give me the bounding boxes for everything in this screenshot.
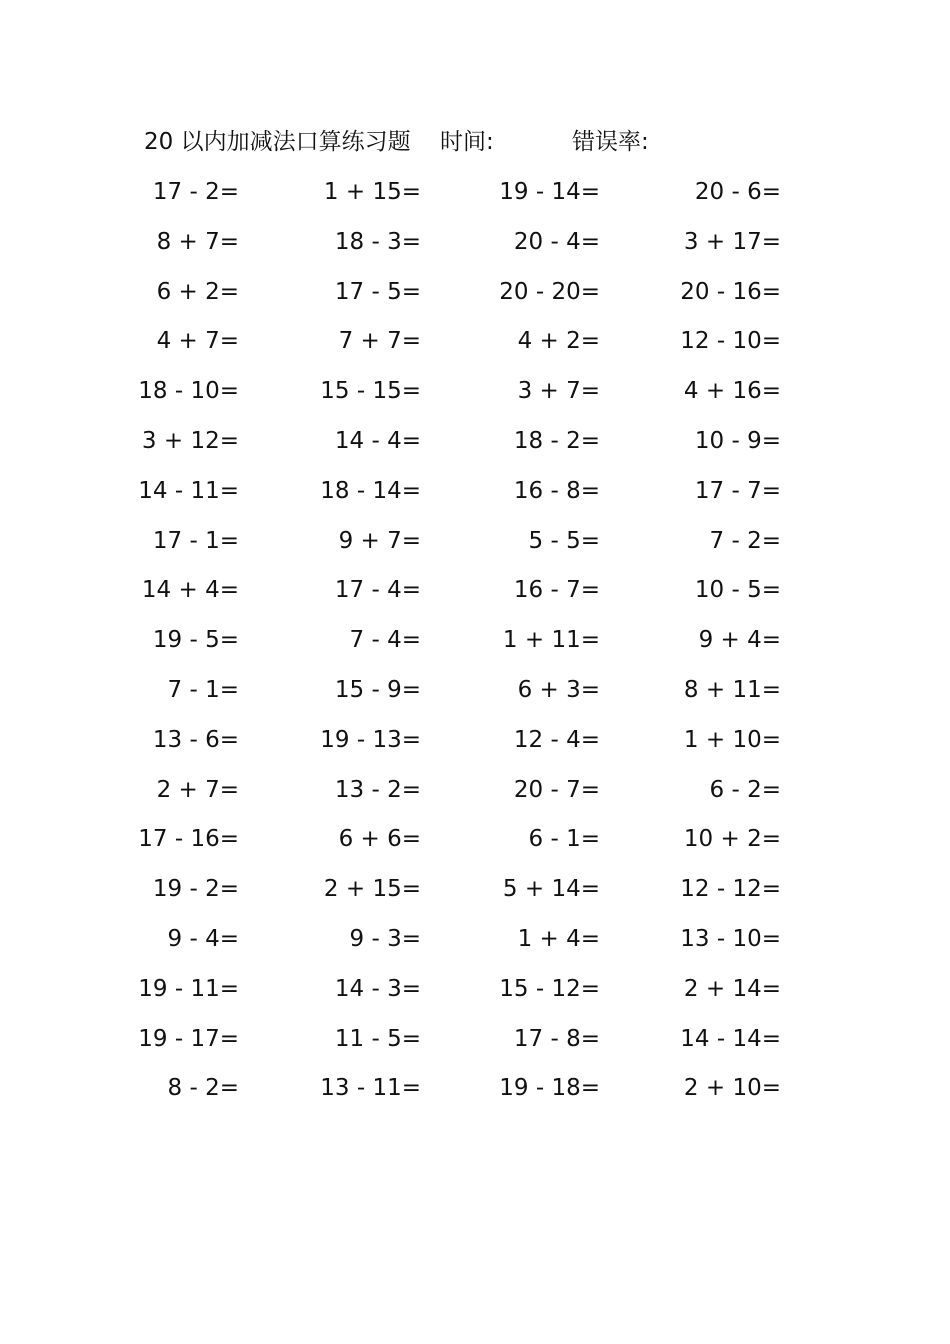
problem: 18 - 2= (513, 427, 600, 454)
problem: 20 - 4= (513, 228, 600, 255)
problem: 20 - 16= (680, 278, 781, 305)
problem-row (0, 668, 950, 718)
problem: 15 - 15= (320, 378, 421, 405)
problem: 5 + 14= (502, 876, 600, 903)
problem: 14 + 4= (141, 577, 239, 604)
problem: 19 - 5= (152, 627, 239, 654)
problem: 13 - 2= (334, 776, 421, 803)
problem: 4 + 2= (517, 328, 600, 355)
problem: 6 - 1= (528, 826, 600, 853)
problem: 9 - 3= (349, 925, 421, 952)
problem-row (0, 917, 950, 967)
problem: 6 - 2= (709, 776, 781, 803)
problem: 15 - 9= (334, 676, 421, 703)
problem: 6 + 2= (156, 278, 239, 305)
problem: 2 + 10= (683, 1075, 781, 1102)
problem: 16 - 7= (513, 577, 600, 604)
problem: 18 - 3= (334, 228, 421, 255)
problem: 15 - 12= (499, 975, 600, 1002)
problem: 13 - 6= (152, 726, 239, 753)
problem: 20 - 7= (513, 776, 600, 803)
problem-row (0, 768, 950, 818)
problem-row (0, 817, 950, 867)
problem: 17 - 16= (138, 826, 239, 853)
problem: 18 - 10= (138, 378, 239, 405)
problem: 10 - 9= (694, 427, 781, 454)
problem: 1 + 4= (517, 925, 600, 952)
problem: 4 + 7= (156, 328, 239, 355)
problem: 1 + 15= (323, 179, 421, 205)
time-label: 时间: (440, 129, 494, 155)
worksheet-title: 20 以内加减法口算练习题 (144, 129, 411, 155)
problem: 17 - 1= (152, 527, 239, 554)
problem: 20 - 20= (499, 278, 600, 305)
problem: 17 - 4= (334, 577, 421, 604)
problem: 14 - 4= (334, 427, 421, 454)
problem: 5 - 5= (528, 527, 600, 554)
problem: 16 - 8= (513, 477, 600, 504)
problem: 18 - 14= (320, 477, 421, 504)
problem: 1 + 11= (502, 627, 600, 654)
problem: 10 - 5= (694, 577, 781, 604)
problem: 17 - 7= (694, 477, 781, 504)
problem-row (0, 1066, 950, 1116)
problem: 6 + 3= (517, 676, 600, 703)
problem: 17 - 8= (513, 1025, 600, 1052)
problem: 17 - 5= (334, 278, 421, 305)
problem-grid (0, 170, 950, 1116)
problem: 4 + 16= (683, 378, 781, 405)
problem: 6 + 6= (338, 826, 421, 853)
problem: 7 - 1= (167, 676, 239, 703)
problem: 8 - 2= (167, 1075, 239, 1102)
problem: 12 - 10= (680, 328, 781, 355)
problem-row (0, 519, 950, 569)
problem-row (0, 718, 950, 768)
problem-row (0, 469, 950, 519)
problem: 12 - 4= (513, 726, 600, 753)
problem: 12 - 12= (680, 876, 781, 903)
problem: 10 + 2= (683, 826, 781, 853)
problem: 7 - 4= (349, 627, 421, 654)
problem: 9 + 7= (338, 527, 421, 554)
problem: 9 + 4= (698, 627, 781, 654)
problem-row (0, 1017, 950, 1067)
problem: 11 - 5= (334, 1025, 421, 1052)
problem: 2 + 15= (323, 876, 421, 903)
problem: 13 - 11= (320, 1075, 421, 1102)
problem: 1 + 10= (683, 726, 781, 753)
problem: 3 + 12= (141, 427, 239, 454)
problem: 19 - 18= (499, 1075, 600, 1102)
problem-row (0, 270, 950, 320)
problem-row (0, 319, 950, 369)
problem: 19 - 14= (499, 179, 600, 205)
problem: 17 - 2= (152, 179, 239, 205)
problem-row (0, 369, 950, 419)
problem: 19 - 2= (152, 876, 239, 903)
problem: 14 - 11= (138, 477, 239, 504)
problem-row (0, 967, 950, 1017)
problem: 19 - 13= (320, 726, 421, 753)
problem: 20 - 6= (694, 179, 781, 205)
problem: 8 + 11= (683, 676, 781, 703)
problem: 9 - 4= (167, 925, 239, 952)
problem: 13 - 10= (680, 925, 781, 952)
problem-row (0, 618, 950, 668)
problem: 7 + 7= (338, 328, 421, 355)
worksheet-header (0, 124, 950, 160)
problem: 3 + 17= (683, 228, 781, 255)
problem-row (0, 419, 950, 469)
problem: 7 - 2= (709, 527, 781, 554)
problem: 2 + 14= (683, 975, 781, 1002)
problem: 19 - 11= (138, 975, 239, 1002)
problem-row (0, 170, 950, 220)
problem-row (0, 867, 950, 917)
problem: 14 - 3= (334, 975, 421, 1002)
problem: 14 - 14= (680, 1025, 781, 1052)
problem: 3 + 7= (517, 378, 600, 405)
problem: 8 + 7= (156, 228, 239, 255)
problem-row (0, 220, 950, 270)
problem: 2 + 7= (156, 776, 239, 803)
problem: 19 - 17= (138, 1025, 239, 1052)
problem-row (0, 568, 950, 618)
error-rate-label: 错误率: (572, 129, 649, 155)
